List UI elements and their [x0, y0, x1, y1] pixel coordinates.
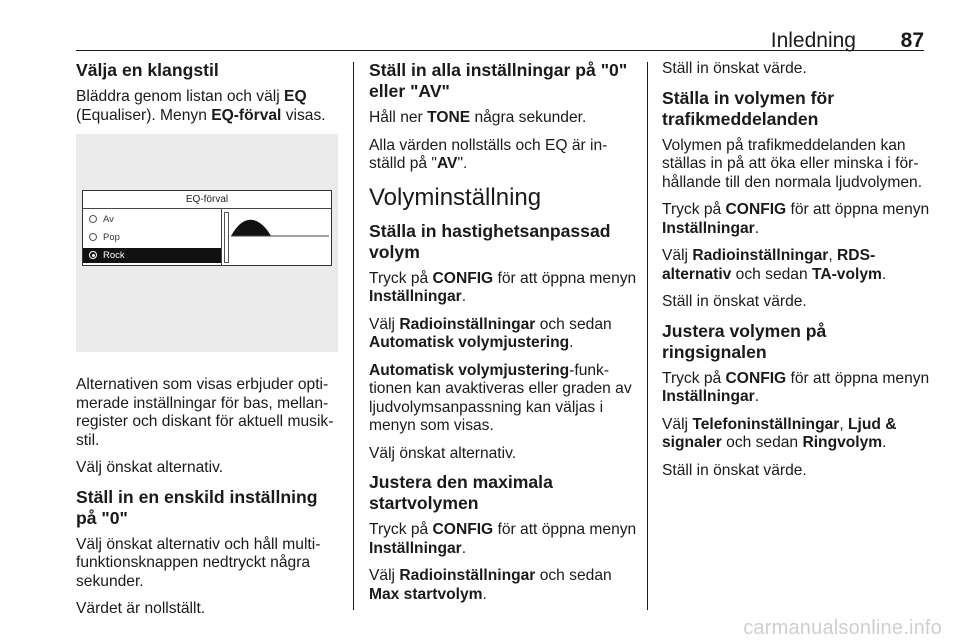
value-term-av: AV: [436, 155, 458, 172]
eq-preset-illustration: [76, 134, 338, 352]
menu-term-ring-volume: Ringvolym: [802, 434, 883, 451]
display-screen: [82, 190, 332, 266]
text-run: Tryck på: [369, 521, 433, 538]
text-run: för att öppna menyn: [493, 521, 637, 538]
paragraph-eq-select: [76, 88, 338, 125]
text-run: (Equaliser). Menyn: [76, 106, 212, 124]
heading-ring-volume: Justera volymen på ringsignalen: [662, 320, 827, 362]
text-run: Håll ner: [369, 109, 428, 126]
text-run: .: [881, 265, 887, 283]
paragraph-choose: Välj önskat alternativ.: [369, 444, 517, 462]
eq-option-label: Av: [103, 214, 114, 225]
menu-term-radio: Radioinställningar: [692, 247, 829, 264]
eq-option-label: Pop: [103, 232, 120, 243]
paragraph-select-ta: [662, 247, 930, 284]
column-divider-1: [353, 62, 354, 610]
radio-selected-icon: [89, 251, 97, 259]
heading-max-volume: Justera den maximala startvolymen: [369, 472, 553, 513]
radio-icon: [89, 215, 97, 223]
menu-term-ta-volume: TA-volym: [811, 265, 882, 283]
paragraph-press-config: [662, 370, 930, 407]
screen-panel-divider: [221, 208, 222, 265]
column-divider-2: [647, 62, 648, 610]
heading-traffic-volume: Ställa in volymen för trafikmeddelanden: [662, 87, 835, 129]
paragraph-choose: Välj önskat alternativ.: [76, 459, 224, 476]
text-run: några sekunder.: [470, 109, 587, 126]
menu-term-rds: RDS-alternativ: [662, 247, 876, 283]
menu-term-sound: Ljud & signaler: [662, 415, 897, 451]
text-run: ,: [828, 247, 838, 264]
button-term-config: CONFIG: [725, 369, 787, 387]
menu-term-eq-forval: EQ-förval: [211, 106, 282, 124]
text-run: visas.: [281, 106, 326, 124]
eq-option-av[interactable]: [83, 212, 221, 227]
text-run: Tryck på: [369, 269, 433, 287]
screen-title: EQ-förval: [185, 194, 229, 205]
menu-term-radio: Radioinställningar: [399, 567, 536, 584]
paragraph-alternatives: Alternativen som visas erbjuder optimerade inställningar för bas, mellanregister och diskant för aktuell musikstil.: [76, 376, 334, 449]
paragraph-select-max: [369, 567, 637, 604]
text-run: och sedan: [721, 434, 803, 451]
text-run: ".: [457, 155, 468, 172]
text-run: .: [754, 388, 760, 405]
text-run: .: [754, 219, 760, 237]
paragraph-set-value: Ställ in önskat värde.: [662, 461, 807, 479]
paragraph-reset-done: Värdet är nollställt.: [76, 600, 206, 617]
text-run: .: [461, 539, 467, 557]
button-term-config: CONFIG: [432, 269, 494, 287]
paragraph-select-auto: [369, 316, 637, 353]
text-run: -funktionen kan avaktiveras eller graden av ljudvolymsanpassning kan väljas i menyn som visas.: [369, 361, 632, 434]
scroll-bar: [224, 212, 229, 263]
menu-term-radio: Radioinställningar: [399, 315, 536, 333]
paragraph-all-reset: [369, 137, 637, 174]
eq-curve-graphic: [231, 210, 329, 264]
menu-term-auto-volume: Automatisk volymjustering: [369, 361, 570, 379]
text-run: .: [482, 585, 487, 603]
header-rule: [76, 50, 924, 51]
paragraph-auto-desc: [369, 362, 637, 436]
menu-term-settings: Inställningar: [662, 388, 755, 405]
menu-term-settings: Inställningar: [369, 539, 462, 557]
screen-title-divider: [83, 208, 331, 209]
paragraph-hold-tone: [369, 109, 637, 128]
paragraph-set-value: Ställ in önskat värde.: [662, 60, 807, 77]
paragraph-select-ring: [662, 416, 930, 453]
menu-term-settings: Inställningar: [369, 288, 462, 305]
text-run: Välj: [662, 415, 693, 433]
page-header: [76, 0, 924, 50]
text-run: Välj: [369, 315, 400, 333]
text-run: och sedan: [731, 265, 812, 283]
eq-option-rock[interactable]: [83, 248, 221, 263]
paragraph-traffic-desc: Volymen på trafikmeddelanden kan ställas in på att öka eller minska i förhållande till den normala ljudvolymen.: [662, 136, 923, 191]
menu-term-max-volume: Max startvolym: [369, 585, 483, 603]
paragraph-hold-knob: Välj önskat alternativ och håll multifunktionsknappen nedtryckt några sekunder.: [76, 535, 321, 590]
paragraph-set-value: Ställ in önskat värde.: [662, 293, 807, 310]
text-run: Tryck på: [662, 369, 726, 387]
heading-reset-all: Ställ in alla inställningar på "0" eller "AV": [369, 60, 628, 101]
heading-klangstil: Välja en klangstil: [76, 60, 219, 80]
watermark: carmanualsonline.info: [743, 617, 942, 639]
text-run: ,: [839, 415, 849, 433]
text-run: och sedan: [535, 315, 612, 333]
text-run: Välj: [662, 247, 693, 264]
text-run: för att öppna menyn: [786, 369, 930, 387]
eq-option-pop[interactable]: [83, 230, 221, 245]
button-term-tone: TONE: [427, 109, 471, 126]
menu-term-phone: Telefoninställningar: [692, 415, 840, 433]
text-run: Välj: [369, 567, 400, 584]
column-2: [369, 60, 637, 613]
text-run: .: [882, 434, 887, 451]
text-run: .: [569, 334, 574, 351]
text-run: Tryck på: [662, 201, 726, 218]
paragraph-press-config: [662, 201, 930, 238]
page-number: 87: [900, 29, 924, 52]
header-title: Inledning: [770, 29, 856, 52]
menu-term-auto-volume: Automatisk volymjustering: [369, 334, 570, 351]
button-term-config: CONFIG: [725, 201, 787, 218]
menu-term-settings: Inställningar: [662, 219, 755, 237]
text-run: och sedan: [535, 567, 612, 584]
eq-curve-icon: [231, 220, 271, 236]
paragraph-press-config: [369, 270, 637, 307]
heading-speed-volume: Ställa in hastighetsanpassad volym: [369, 220, 611, 262]
radio-icon: [89, 233, 97, 241]
text-run: Alla värden nollställs och EQ är inställd på ": [369, 136, 608, 172]
text-run: .: [461, 288, 467, 305]
column-3: [662, 60, 930, 489]
eq-option-label: Rock: [103, 250, 125, 261]
button-term-config: CONFIG: [432, 521, 494, 538]
section-title-volume: Volyminställning: [369, 183, 542, 211]
text-run: Bläddra genom listan och välj: [76, 88, 285, 105]
text-run: för att öppna menyn: [786, 201, 930, 218]
text-run: för att öppna menyn: [493, 269, 637, 287]
column-1: [76, 60, 338, 628]
paragraph-press-config: [369, 521, 637, 558]
menu-term-eq: EQ: [284, 88, 307, 105]
heading-single-reset: Ställ in en enskild inställning på "0": [76, 486, 318, 528]
